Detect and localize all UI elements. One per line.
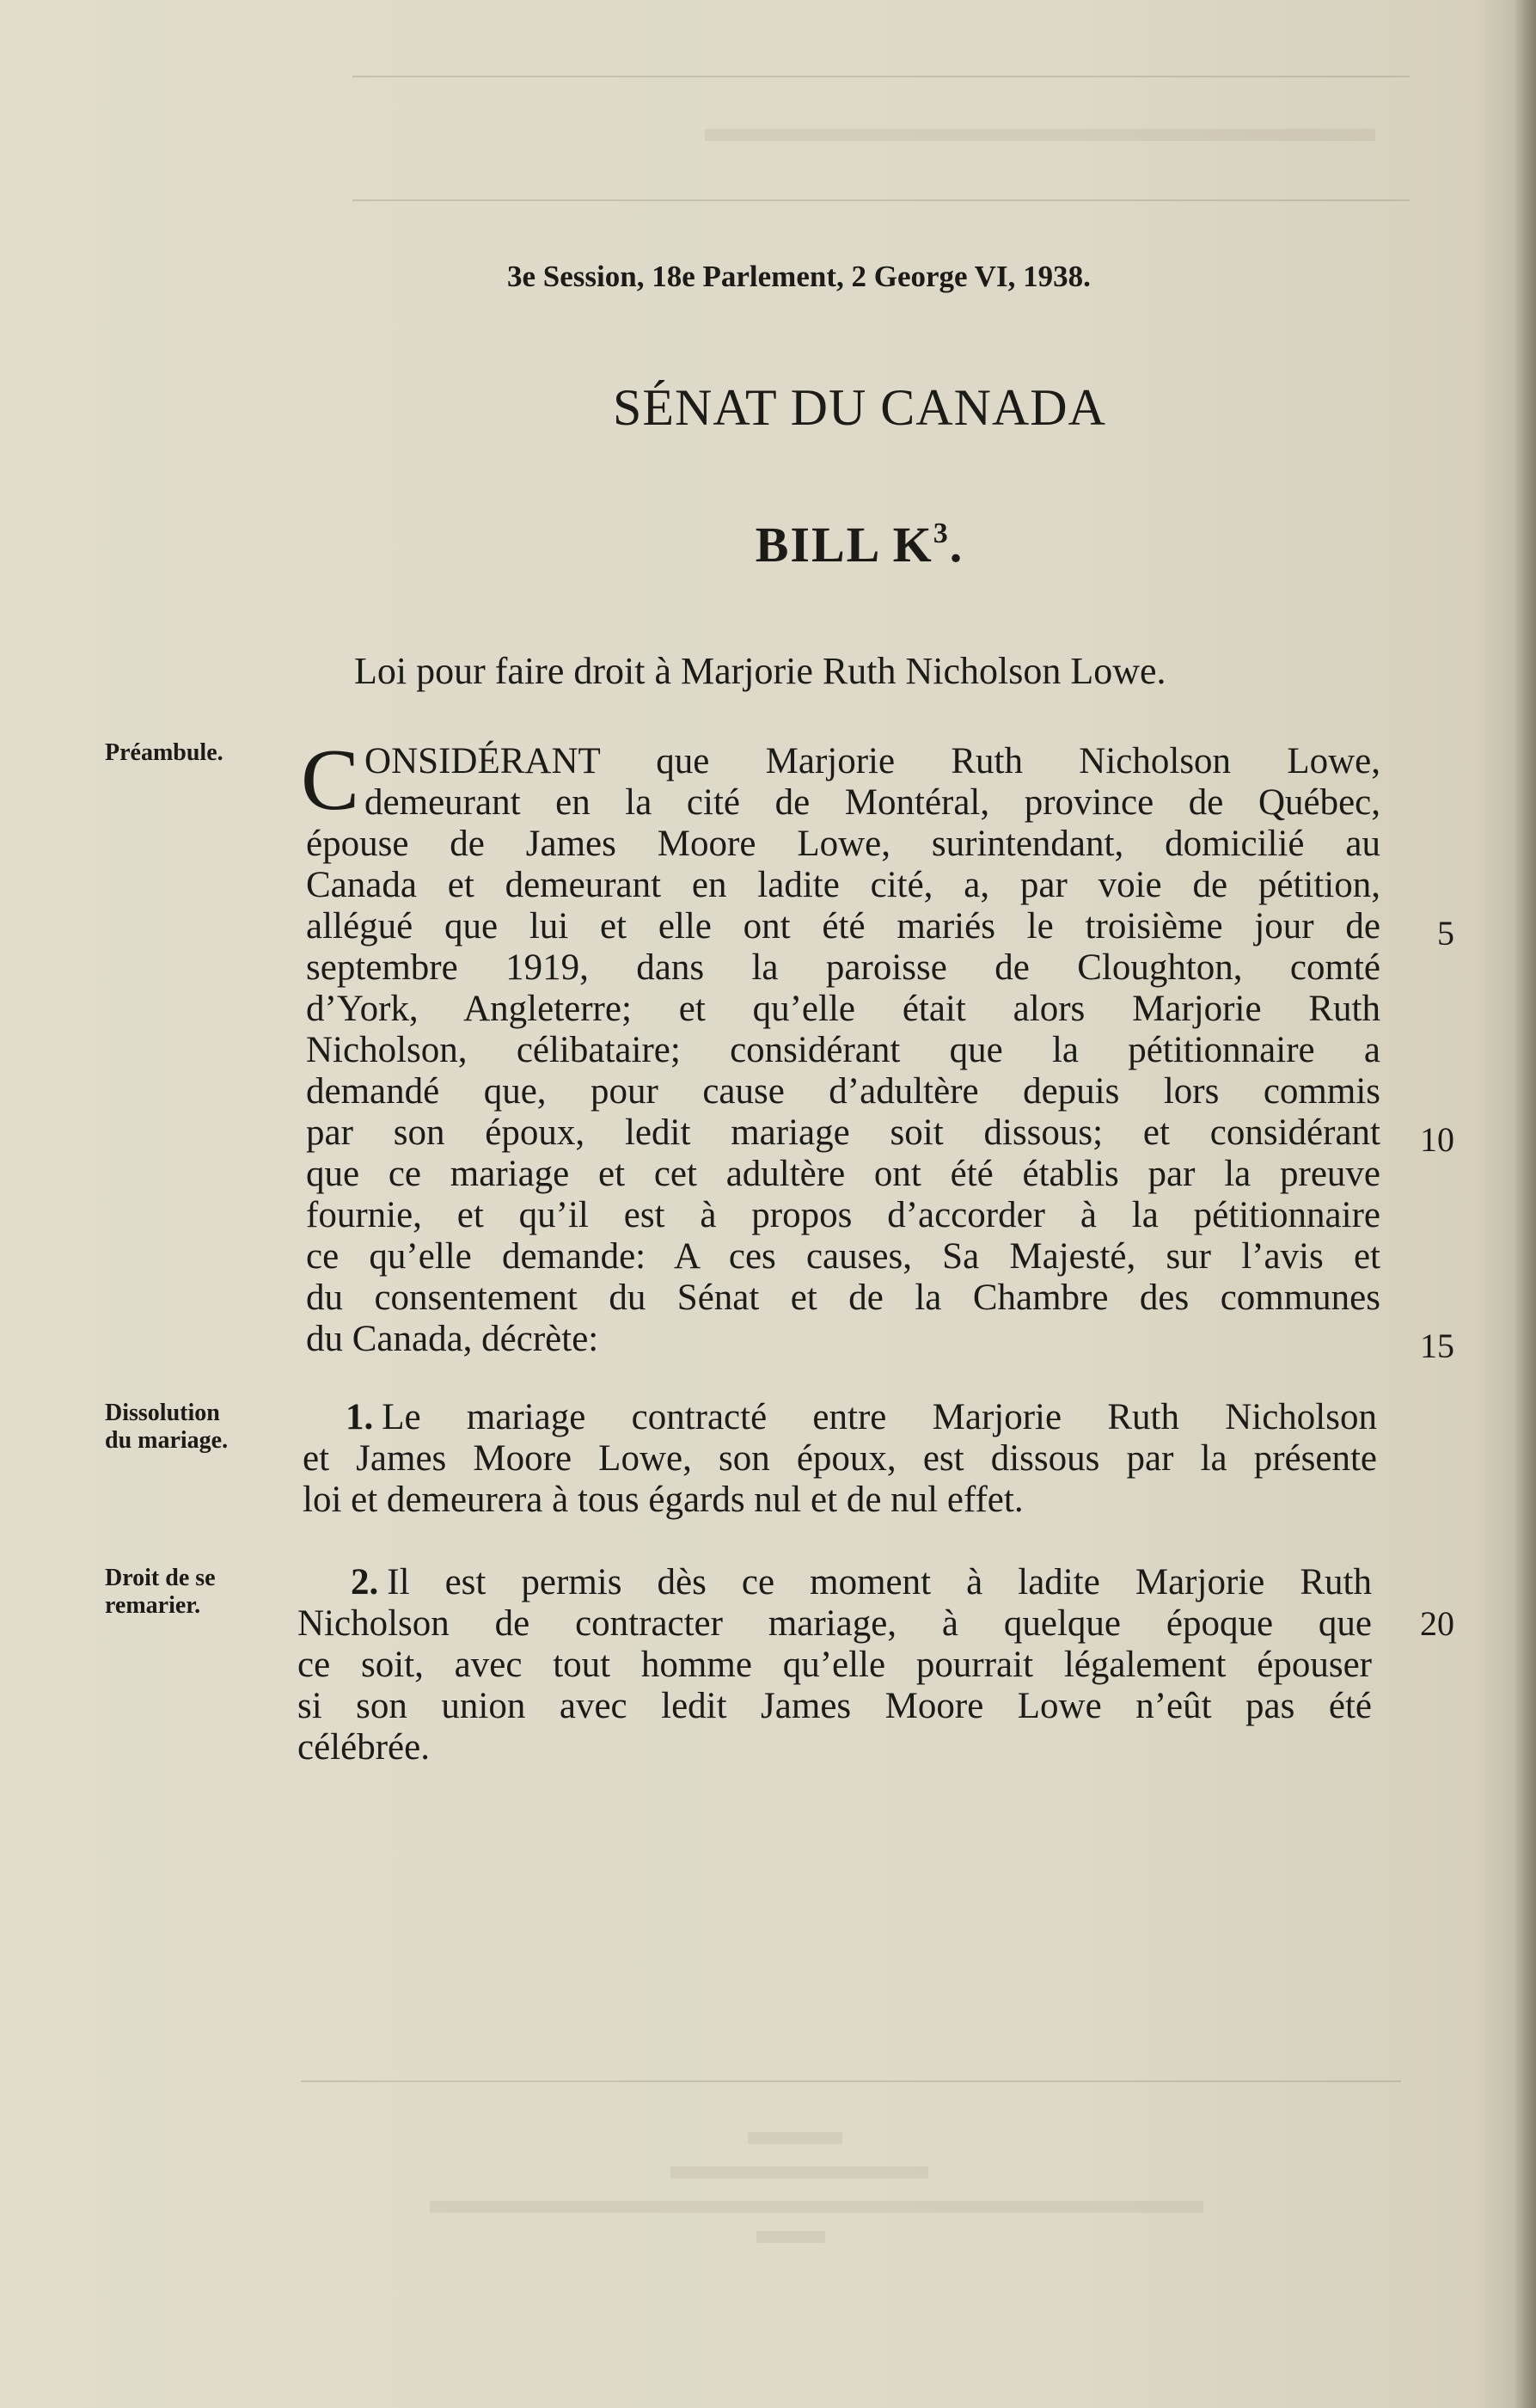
bill-period: . [949,517,964,573]
preamble-line: par son époux, ledit mariage soit dissous; et considérant [306,1112,1380,1153]
section-1-number: 1. [346,1397,374,1437]
preamble-dropcap: C [301,732,360,829]
section-2-line: Nicholson de contracter mariage, à quelque époque que [297,1603,1372,1644]
preamble-line: allégué que lui et elle ont été mariés le troisième jour de [306,906,1380,947]
show-through-text [748,2132,842,2144]
show-through-rule [352,199,1410,201]
show-through-text [430,2201,1203,2213]
preamble-line: Nicholson, célibataire; considérant que la pétitionnaire a [306,1030,1380,1070]
preamble-line: Canada et demeurant en ladite cité, a, par voie de pétition, [306,865,1380,905]
preamble-line: du consentement du Sénat et de la Chambre des communes [306,1278,1380,1318]
section-2-number: 2. [351,1562,379,1602]
show-through-rule [352,76,1410,77]
bill-subtitle: Loi pour faire droit à Marjorie Ruth Nicholson Lowe. [354,650,1166,692]
preamble-line: ONSIDÉRANT que Marjorie Ruth Nicholson Lowe, [364,741,1380,781]
margin-note-remarry-line2: remarier. [105,1592,201,1619]
section-1-line [303,1397,1377,1438]
preamble-line: fournie, et qu’il est à propos d’accorder à la pétitionnaire [306,1195,1380,1235]
spine-shadow [1514,0,1536,2408]
preamble-paragraph [301,732,1380,1360]
section-2-line: si son union avec ledit James Moore Lowe n’eût pas été [297,1686,1372,1726]
margin-note-dissolution [105,1400,277,1455]
bill-superscript: 3 [933,518,950,549]
section-1-line: loi et demeurera à tous égards nul et de nul effet. [303,1480,1024,1520]
preamble-line: que ce mariage et cet adultère ont été établis par la preuve [306,1154,1380,1194]
preamble-line: demandé que, pour cause d’adultère depuis lors commis [306,1071,1380,1112]
margin-note-preamble: Préambule. [105,739,223,766]
preamble-line: épouse de James Moore Lowe, surintendant, domicilié au [306,824,1380,864]
section-2 [297,1562,1372,1768]
show-through-text [670,2166,928,2178]
line-number-20: 20 [1420,1604,1454,1643]
show-through-text [756,2231,825,2243]
line-number-10: 10 [1420,1120,1454,1159]
chamber-title: SÉNAT DU CANADA [613,379,1106,436]
preamble-line: demeurant en la cité de Montéral, province de Québec, [364,782,1380,823]
preamble-line: septembre 1919, dans la paroisse de Cloughton, comté [306,947,1380,988]
preamble-line: du Canada, décrète: [306,1319,599,1359]
line-number-5: 5 [1437,914,1454,953]
margin-note-remarry [105,1565,277,1620]
section-1-line: et James Moore Lowe, son époux, est dissous par la présente [303,1438,1377,1479]
section-1 [303,1397,1377,1521]
section-2-line: ce soit, avec tout homme qu’elle pourrait légalement épouser [297,1645,1372,1685]
preamble-line: ce qu’elle demande: A ces causes, Sa Majesté, sur l’avis et [306,1236,1380,1277]
margin-note-remarry-line1: Droit de se [105,1565,216,1591]
show-through-text [705,129,1375,141]
line-number-15: 15 [1420,1327,1454,1365]
section-1-first-text: Le mariage contracté entre Marjorie Ruth Nicholson [382,1397,1377,1437]
section-2-line: célébrée. [297,1727,430,1768]
bill-label: BILL K [755,517,933,573]
section-2-line [297,1562,1372,1603]
margin-note-dissolution-line1: Dissolution [105,1400,220,1426]
bill-title [0,516,1536,573]
preamble-line: d’York, Angleterre; et qu’elle était alors Marjorie Ruth [306,989,1380,1029]
section-2-first-text: Il est permis dès ce moment à ladite Marjorie Ruth [387,1562,1372,1602]
show-through-rule [301,2080,1401,2082]
margin-note-dissolution-line2: du mariage. [105,1427,229,1454]
session-heading: 3e Session, 18e Parlement, 2 George VI, 1938. [507,260,1091,293]
